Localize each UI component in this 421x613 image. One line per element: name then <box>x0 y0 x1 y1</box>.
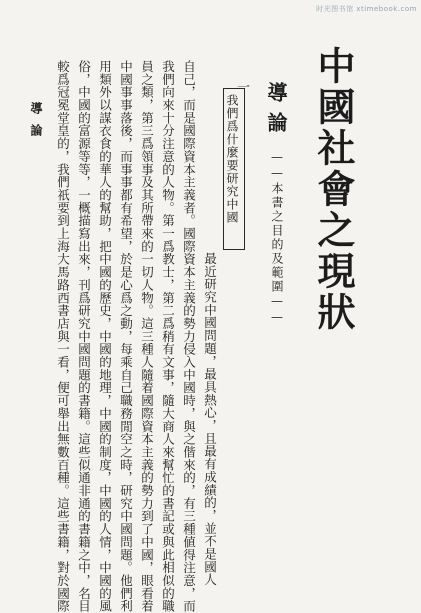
body-line: 用類外以謀衣食的華人的幫助，把中國的歷史，中國的地理，中國的制度，中國的人情，中國的風 <box>97 60 113 613</box>
running-head: 導論 <box>29 102 43 146</box>
section-number: 一 <box>234 80 249 93</box>
site-watermark: 时光图书馆 xtimebook.com <box>316 5 417 13</box>
body-line: 最近研究中國問題，最具熱心，且最有成績的，並不是國人 <box>202 252 218 587</box>
body-line: 中國事事落後，而事事都有希望，於是心爲之動，每乘自己職務閒空之時，研究中國問題。他們利 <box>118 60 134 613</box>
page-title: 中國社會之現狀 <box>311 46 356 333</box>
section-heading: 我們爲什麼要研究中國 <box>225 94 239 224</box>
body-line: 我們向來十分注意的人物。第一爲教士，第二爲稍有文事，隨大商人來幫忙的書記或與此相似的職 <box>160 60 176 613</box>
body-line: 員之類，第三爲領事及其所帶來的一切人物。這三種人隨着國際資本主義的勢力到了中國，眼看着 <box>139 60 155 613</box>
chapter-subtitle: ——本書之目的及範圍—— <box>270 150 284 326</box>
body-line: 自己，而是國際資本主義者。國際資本主義的勢力侵入中國時，與之偕來的，有三種値得注意，而 <box>181 60 197 613</box>
body-line: 俗，中國的富源等等，一概描寫出來，刊爲研究中國問題的書籍。這些似通非通的書籍之中，名目 <box>76 60 92 613</box>
chapter-heading: 導論 <box>264 82 288 142</box>
body-line: 較爲冠冕堂皇的，我們祇要到上海大馬路西書店與一看，便可舉出無數百種。這些書籍，對於國際 <box>55 60 71 613</box>
